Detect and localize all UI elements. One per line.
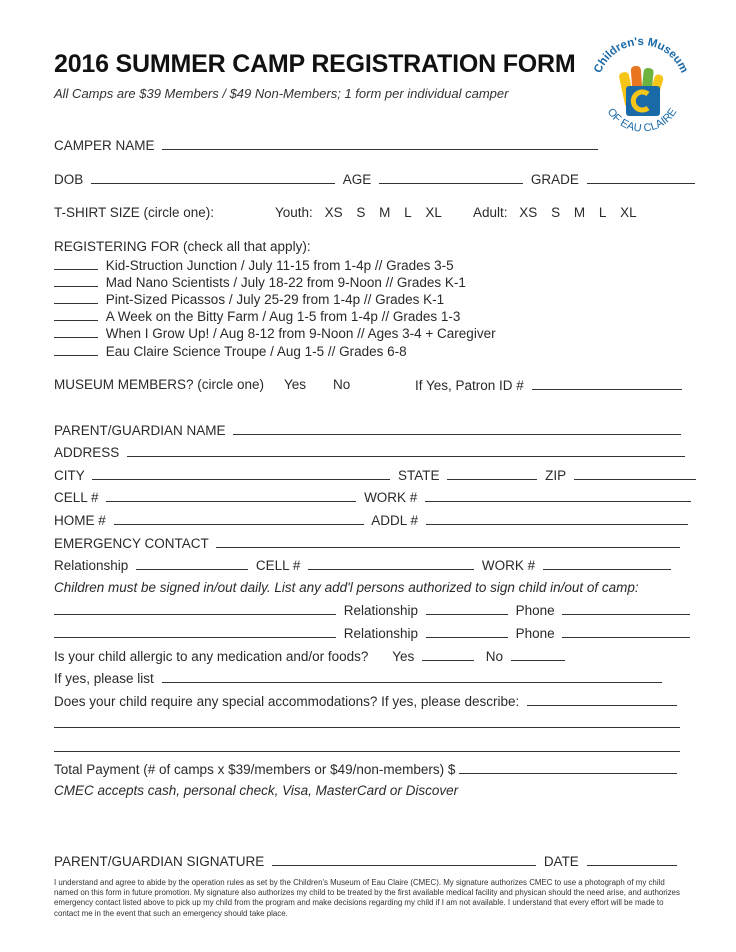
camp-checkbox-6[interactable] <box>54 342 98 356</box>
authorized-name-field[interactable] <box>54 624 336 638</box>
allergy-yes-label: Yes <box>392 649 415 664</box>
registering-heading: REGISTERING FOR (check all that apply): <box>54 239 311 254</box>
emergency-row <box>54 534 680 553</box>
emergency-details-row <box>54 556 671 575</box>
accommodations-row <box>54 692 677 711</box>
zip-field[interactable] <box>574 466 696 480</box>
city-label: CITY <box>54 468 85 483</box>
state-label: STATE <box>398 468 440 483</box>
youth-size-l[interactable]: L <box>404 205 412 220</box>
tshirt-label: T-SHIRT SIZE (circle one): <box>54 205 215 220</box>
age-field[interactable] <box>379 170 523 184</box>
camp-label-6: Eau Claire Science Troupe / Aug 1-5 // Grades 6-8 <box>105 344 407 359</box>
city-field[interactable] <box>92 466 390 480</box>
camp-option <box>54 342 407 361</box>
emergency-field[interactable] <box>216 534 680 548</box>
logo-hands-icon <box>618 66 664 116</box>
camp-label-1: Kid-Struction Junction / July 11-15 from 1-4p // Grades 3-5 <box>105 258 454 273</box>
date-label: DATE <box>543 854 579 869</box>
dob-label: DOB <box>54 172 84 187</box>
camp-checkbox-3[interactable] <box>54 290 98 304</box>
guardian-name-field[interactable] <box>233 421 681 435</box>
address-label: ADDRESS <box>54 445 120 460</box>
members-no-option[interactable]: No <box>333 377 351 392</box>
payment-note: CMEC accepts cash, personal check, Visa, MasterCard or Discover <box>54 783 459 798</box>
form-subtitle: All Camps are $39 Members / $49 Non-Members; 1 form per individual camper <box>54 86 509 101</box>
signature-row <box>54 852 677 871</box>
accommodations-field[interactable] <box>527 692 677 706</box>
cell-label: CELL # <box>54 490 99 505</box>
logo-top-text: Children's Museum <box>592 36 690 75</box>
allergy-no-field[interactable] <box>511 647 565 661</box>
cell-field[interactable] <box>106 488 356 502</box>
accommodations-line[interactable] <box>54 727 680 728</box>
authorized-name-field[interactable] <box>54 601 336 615</box>
camper-name-row <box>54 136 598 155</box>
date-field[interactable] <box>587 852 677 866</box>
authorized-person-row <box>54 624 690 643</box>
youth-size-xs[interactable]: XS <box>324 205 343 220</box>
grade-field[interactable] <box>587 170 695 184</box>
age-label: AGE <box>342 172 372 187</box>
adult-size-l[interactable]: L <box>598 205 607 220</box>
camp-checkbox-4[interactable] <box>54 307 98 321</box>
allergy-list-row <box>54 669 662 688</box>
youth-label: Youth: <box>275 205 313 220</box>
relationship-label: Relationship <box>54 558 129 573</box>
city-row <box>54 466 696 485</box>
grade-label: GRADE <box>530 172 579 187</box>
museum-logo-graphic <box>586 36 696 146</box>
payment-field[interactable] <box>459 760 677 774</box>
authorized-instruction: Children must be signed in/out daily. List any add'l persons authorized to sign child in/out of camp: <box>54 580 639 595</box>
allergy-list-label: If yes, please list <box>54 671 154 686</box>
camper-name-label: CAMPER NAME <box>54 138 155 153</box>
authorized-relationship-field[interactable] <box>426 601 508 615</box>
youth-size-m[interactable]: M <box>379 205 391 220</box>
emergency-cell-field[interactable] <box>308 556 474 570</box>
guardian-name-row <box>54 421 681 440</box>
authorized-relationship-field[interactable] <box>426 624 508 638</box>
camp-checkbox-5[interactable] <box>54 324 98 338</box>
members-label: MUSEUM MEMBERS? (circle one) <box>54 377 265 392</box>
form-title: 2016 SUMMER CAMP REGISTRATION FORM <box>54 50 576 78</box>
authorized-phone-label: Phone <box>515 626 555 641</box>
camp-option <box>54 324 496 343</box>
camp-label-4: A Week on the Bitty Farm / Aug 1-5 from 1-4p // Grades 1-3 <box>105 309 461 324</box>
patron-id-label: If Yes, Patron ID # <box>415 378 524 393</box>
adult-size-xs[interactable]: XS <box>519 205 538 220</box>
youth-size-xl[interactable]: XL <box>425 205 442 220</box>
work-field[interactable] <box>425 488 691 502</box>
museum-logo <box>586 36 696 146</box>
authorized-relationship-label: Relationship <box>343 603 419 618</box>
members-yes-option[interactable]: Yes <box>284 377 307 392</box>
camp-label-3: Pint-Sized Picassos / July 25-29 from 1-4p // Grades K-1 <box>105 292 445 307</box>
signature-field[interactable] <box>272 852 536 866</box>
fine-print: I understand and agree to abide by the operation rules as set by the Children's Museum of Eau Claire (CMEC). My signature authorizes CMEC to use a photograph of my child named on this form in future promotion. My signature also authorizes my child to be treated by the first available medical facility and physican should the need arise, and authorizes emergency contact listed above to pick up my child from the program and make decisions regarding my child if I am not available. I understand that every effort will be made to contact me in the event that such an emergency should take place. <box>54 878 680 918</box>
camp-checkbox-1[interactable] <box>54 256 98 270</box>
accommodations-question: Does your child require any special accommodations? If yes, please describe: <box>54 694 520 709</box>
phone-row-2 <box>54 511 688 530</box>
addl-field[interactable] <box>426 511 688 525</box>
allergy-question: Is your child allergic to any medication and/or foods? <box>54 649 369 664</box>
adult-size-m[interactable]: M <box>573 205 586 220</box>
home-label: HOME # <box>54 513 106 528</box>
tshirt-adult-group <box>473 204 647 222</box>
authorized-person-row <box>54 601 690 620</box>
home-field[interactable] <box>114 511 364 525</box>
authorized-relationship-label: Relationship <box>343 626 419 641</box>
authorized-phone-field[interactable] <box>562 624 690 638</box>
camp-label-5: When I Grow Up! / Aug 8-12 from 9-Noon // Ages 3-4 + Caregiver <box>105 326 496 341</box>
authorized-phone-label: Phone <box>515 603 555 618</box>
svg-text:Children's Museum <box>592 36 690 75</box>
zip-label: ZIP <box>545 468 566 483</box>
adult-size-s[interactable]: S <box>551 205 561 220</box>
work-label: WORK # <box>364 490 418 505</box>
emergency-cell-label: CELL # <box>255 558 301 573</box>
emergency-label: EMERGENCY CONTACT <box>54 536 209 551</box>
allergy-list-field[interactable] <box>162 669 662 683</box>
payment-row <box>54 760 677 779</box>
address-row <box>54 443 685 462</box>
address-field[interactable] <box>127 443 685 457</box>
dob-field[interactable] <box>91 170 335 184</box>
adult-size-xl[interactable]: XL <box>620 205 637 220</box>
allergy-yes-field[interactable] <box>422 647 474 661</box>
allergy-no-label: No <box>485 649 504 664</box>
patron-id-row <box>415 376 682 395</box>
youth-size-s[interactable]: S <box>356 205 366 220</box>
camp-checkbox-2[interactable] <box>54 273 98 287</box>
payment-label: Total Payment (# of camps x $39/members or $49/non-members) $ <box>54 762 456 777</box>
camp-label-2: Mad Nano Scientists / July 18-22 from 9-Noon // Grades K-1 <box>105 275 466 290</box>
state-field[interactable] <box>447 466 537 480</box>
relationship-field[interactable] <box>136 556 248 570</box>
authorized-phone-field[interactable] <box>562 601 690 615</box>
emergency-work-field[interactable] <box>543 556 671 570</box>
phone-row-1 <box>54 488 691 507</box>
accommodations-line[interactable] <box>54 751 680 752</box>
tshirt-youth-group <box>275 204 452 222</box>
adult-label: Adult: <box>473 205 508 220</box>
emergency-work-label: WORK # <box>481 558 536 573</box>
allergy-row <box>54 647 565 666</box>
logo-bottom-text: OF EAU CLAIRE <box>604 106 680 135</box>
addl-label: ADDL # <box>371 513 419 528</box>
camper-name-field[interactable] <box>162 136 598 150</box>
guardian-name-label: PARENT/GUARDIAN NAME <box>54 423 226 438</box>
dob-row <box>54 170 695 189</box>
signature-label: PARENT/GUARDIAN SIGNATURE <box>54 854 265 869</box>
patron-id-field[interactable] <box>532 376 682 390</box>
